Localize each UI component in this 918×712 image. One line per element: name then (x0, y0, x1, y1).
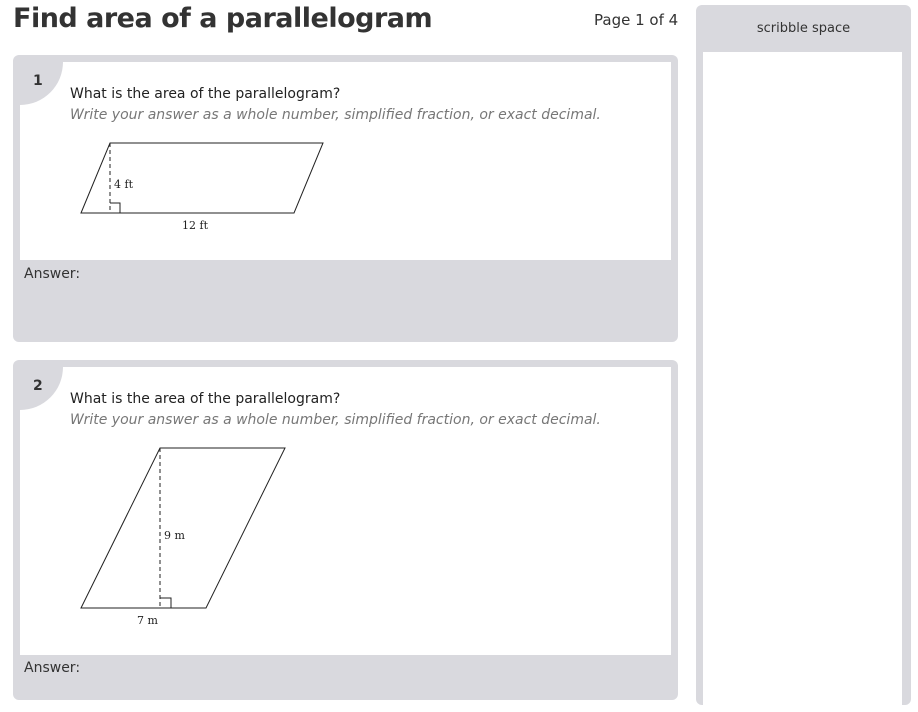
answer-label: Answer: (24, 660, 81, 676)
right-angle-marker (110, 203, 120, 213)
parallelogram-figure (20, 62, 671, 260)
question-prompt: What is the area of the parallelogram? (70, 391, 341, 407)
question-card-1 (13, 55, 678, 342)
height-label: 9 m (164, 529, 185, 542)
question-instruction: Write your answer as a whole number, simplified fraction, or exact decimal. (70, 412, 601, 428)
question-prompt: What is the area of the parallelogram? (70, 86, 341, 102)
question-card-2 (13, 360, 678, 700)
question-instruction: Write your answer as a whole number, simplified fraction, or exact decimal. (70, 107, 601, 123)
height-label: 4 ft (114, 178, 133, 191)
base-label: 7 m (137, 614, 158, 627)
question-number: 1 (33, 73, 43, 89)
scribble-area[interactable] (703, 52, 902, 712)
scribble-label: scribble space (756, 21, 851, 36)
parallelogram-shape (81, 448, 285, 608)
page-indicator: Page 1 of 4 (594, 11, 679, 29)
question-body (20, 62, 671, 260)
question-body (20, 367, 671, 655)
answer-label: Answer: (24, 266, 81, 282)
scribble-panel (696, 5, 911, 705)
base-label: 12 ft (182, 219, 208, 232)
page-title: Find area of a parallelogram (13, 3, 433, 34)
parallelogram-figure (20, 367, 671, 655)
question-number: 2 (33, 378, 43, 394)
right-angle-marker (160, 598, 171, 608)
